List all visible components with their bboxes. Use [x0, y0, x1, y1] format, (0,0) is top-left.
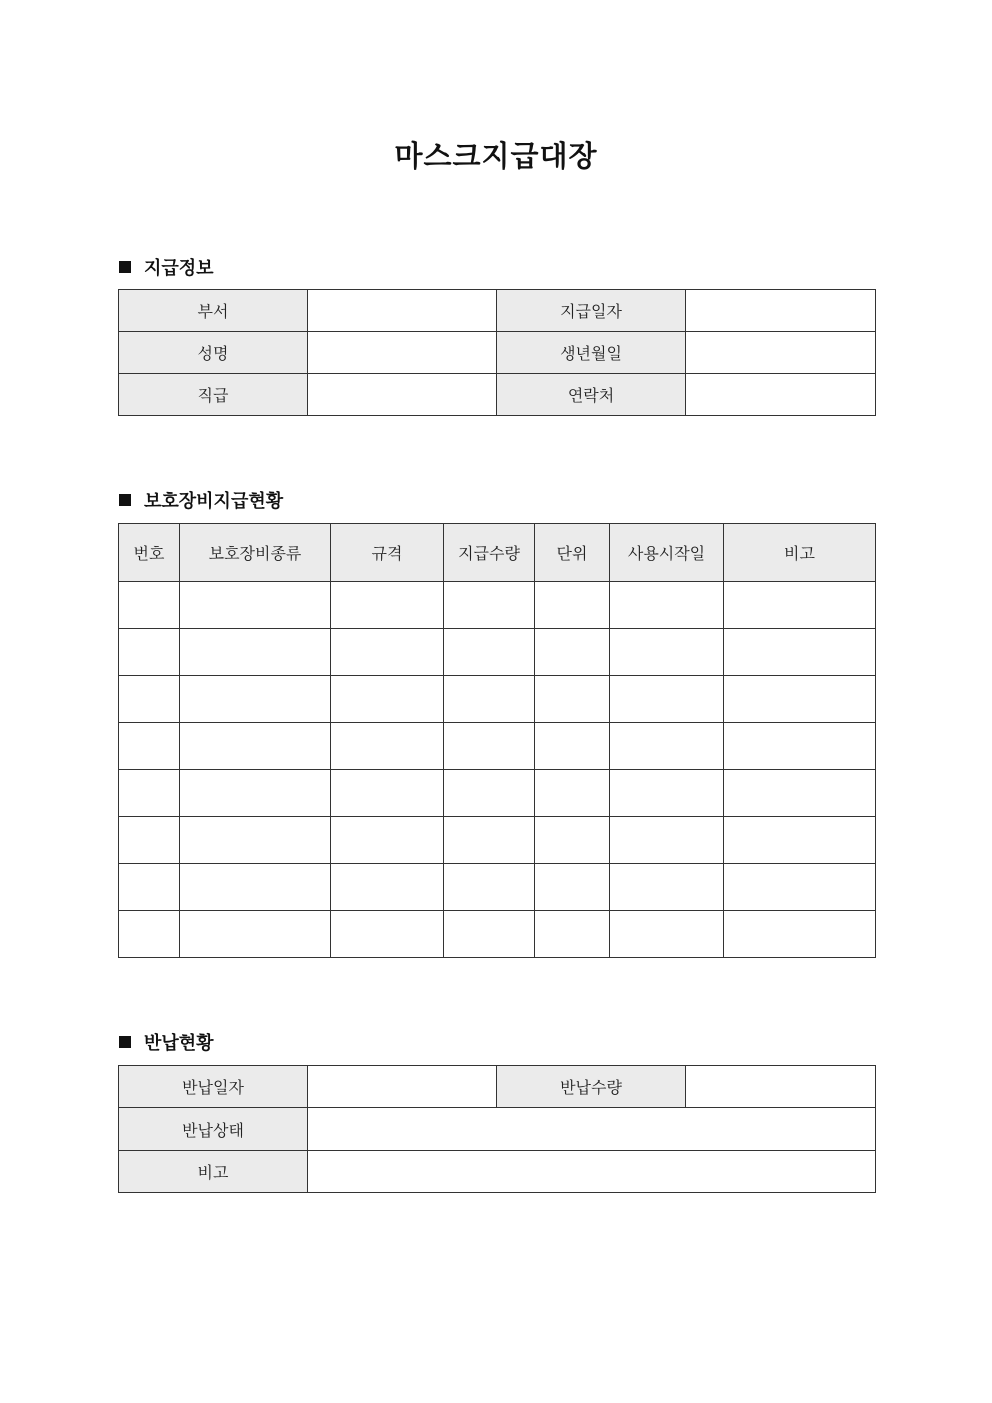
specification-cell[interactable] [331, 911, 444, 958]
specification-cell[interactable] [331, 864, 444, 911]
remarks-cell[interactable] [724, 770, 876, 817]
issued-quantity-cell[interactable] [444, 770, 535, 817]
issued-quantity-cell[interactable] [444, 864, 535, 911]
remarks-cell[interactable] [724, 911, 876, 958]
equipment-type-cell[interactable] [180, 723, 331, 770]
table-row [119, 817, 876, 864]
start-date-cell[interactable] [610, 676, 724, 723]
column-header-number: 번호 [119, 524, 180, 582]
table-row [119, 1151, 876, 1193]
start-date-cell[interactable] [610, 629, 724, 676]
start-date-cell[interactable] [610, 864, 724, 911]
number-cell[interactable] [119, 911, 180, 958]
issued-quantity-cell[interactable] [444, 817, 535, 864]
unit-cell[interactable] [535, 817, 610, 864]
section-heading-label: 반납현황 [144, 1033, 214, 1054]
specification-cell[interactable] [331, 629, 444, 676]
table-row [119, 911, 876, 958]
start-date-cell[interactable] [610, 723, 724, 770]
table-row [119, 723, 876, 770]
start-date-cell[interactable] [610, 911, 724, 958]
number-cell[interactable] [119, 629, 180, 676]
equipment-type-cell[interactable] [180, 582, 331, 629]
unit-cell[interactable] [535, 911, 610, 958]
issue-info-table [118, 289, 876, 416]
equipment-type-cell[interactable] [180, 911, 331, 958]
birth-date-field[interactable] [686, 332, 876, 374]
number-cell[interactable] [119, 723, 180, 770]
remarks-cell[interactable] [724, 817, 876, 864]
column-header-equipment-type: 보호장비종류 [180, 524, 331, 582]
table-row [119, 582, 876, 629]
return-date-field[interactable] [308, 1066, 497, 1108]
table-row [119, 1108, 876, 1151]
unit-cell[interactable] [535, 864, 610, 911]
remarks-cell[interactable] [724, 676, 876, 723]
remarks-cell[interactable] [724, 629, 876, 676]
number-cell[interactable] [119, 817, 180, 864]
section-heading-label: 지급정보 [144, 258, 214, 279]
column-header-unit: 단위 [535, 524, 610, 582]
unit-cell[interactable] [535, 582, 610, 629]
equipment-type-cell[interactable] [180, 676, 331, 723]
table-row [119, 864, 876, 911]
start-date-cell[interactable] [610, 817, 724, 864]
number-cell[interactable] [119, 864, 180, 911]
column-header-remarks: 비고 [724, 524, 876, 582]
unit-cell[interactable] [535, 723, 610, 770]
issued-quantity-cell[interactable] [444, 582, 535, 629]
specification-cell[interactable] [331, 770, 444, 817]
issued-quantity-cell[interactable] [444, 723, 535, 770]
table-row [119, 629, 876, 676]
number-cell[interactable] [119, 582, 180, 629]
table-row [119, 1066, 876, 1108]
number-cell[interactable] [119, 676, 180, 723]
table-row [119, 290, 876, 332]
square-bullet-icon [119, 1036, 131, 1048]
document-title: 마스크지급대장 [394, 139, 598, 173]
contact-field[interactable] [686, 374, 876, 416]
section-heading-return-status [119, 1029, 214, 1055]
issue-date-field[interactable] [686, 290, 876, 332]
table-row [119, 332, 876, 374]
equipment-type-cell[interactable] [180, 770, 331, 817]
table-row [119, 676, 876, 723]
column-header-issued-quantity: 지급수량 [444, 524, 535, 582]
equipment-type-cell[interactable] [180, 864, 331, 911]
position-label: 직급 [119, 374, 308, 416]
unit-cell[interactable] [535, 629, 610, 676]
remarks-cell[interactable] [724, 582, 876, 629]
contact-label: 연락처 [497, 374, 686, 416]
remarks-cell[interactable] [724, 864, 876, 911]
birth-date-label: 생년월일 [497, 332, 686, 374]
issued-quantity-cell[interactable] [444, 911, 535, 958]
specification-cell[interactable] [331, 676, 444, 723]
table-header-row [119, 524, 876, 582]
table-row [119, 374, 876, 416]
table-row [119, 770, 876, 817]
return-table [118, 1065, 876, 1193]
department-field[interactable] [308, 290, 497, 332]
position-field[interactable] [308, 374, 497, 416]
start-date-cell[interactable] [610, 770, 724, 817]
department-label: 부서 [119, 290, 308, 332]
section-heading-equipment-status [119, 487, 283, 513]
specification-cell[interactable] [331, 723, 444, 770]
name-field[interactable] [308, 332, 497, 374]
section-heading-label: 보호장비지급현황 [144, 491, 284, 512]
specification-cell[interactable] [331, 817, 444, 864]
number-cell[interactable] [119, 770, 180, 817]
unit-cell[interactable] [535, 676, 610, 723]
square-bullet-icon [119, 494, 131, 506]
equipment-table [118, 523, 876, 958]
square-bullet-icon [119, 261, 131, 273]
return-state-field[interactable] [308, 1108, 876, 1151]
return-date-label: 반납일자 [119, 1066, 308, 1108]
issued-quantity-cell[interactable] [444, 676, 535, 723]
issue-date-label: 지급일자 [497, 290, 686, 332]
start-date-cell[interactable] [610, 582, 724, 629]
equipment-type-cell[interactable] [180, 629, 331, 676]
remarks-field[interactable] [308, 1151, 876, 1193]
equipment-type-cell[interactable] [180, 817, 331, 864]
remarks-label: 비고 [119, 1151, 308, 1193]
return-state-label: 반납상태 [119, 1108, 308, 1151]
unit-cell[interactable] [535, 770, 610, 817]
remarks-cell[interactable] [724, 723, 876, 770]
column-header-start-date: 사용시작일 [610, 524, 724, 582]
column-header-specification: 규격 [331, 524, 444, 582]
return-quantity-field[interactable] [686, 1066, 876, 1108]
section-heading-issue-info [119, 254, 214, 280]
issued-quantity-cell[interactable] [444, 629, 535, 676]
specification-cell[interactable] [331, 582, 444, 629]
return-quantity-label: 반납수량 [497, 1066, 686, 1108]
name-label: 성명 [119, 332, 308, 374]
